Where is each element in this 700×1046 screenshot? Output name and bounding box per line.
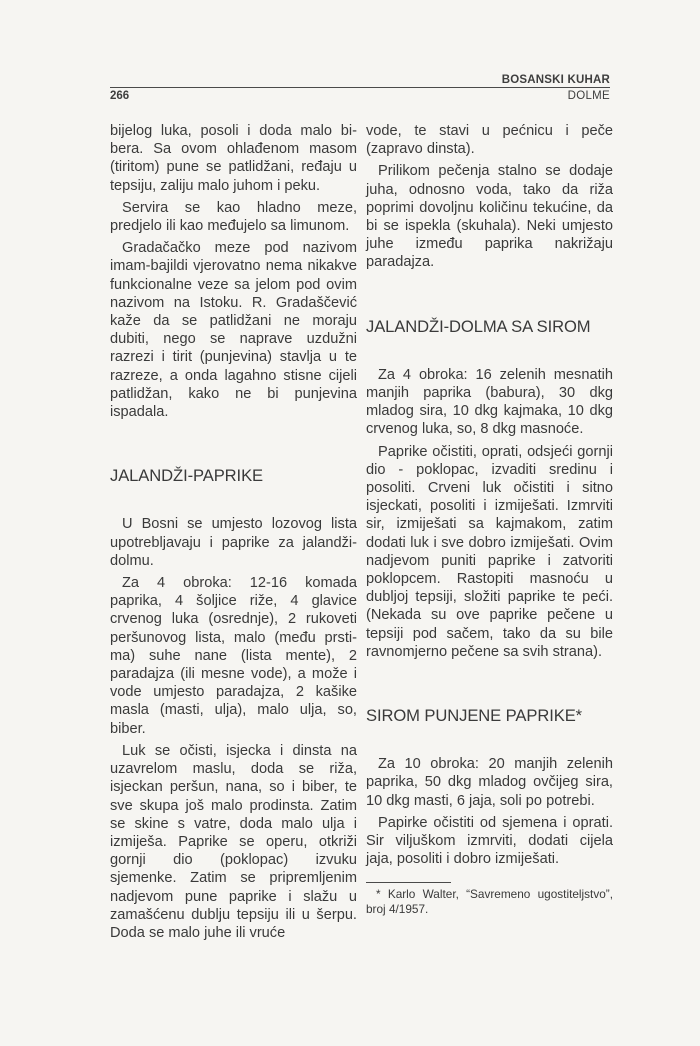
ingredients-paragraph: Za 10 obroka: 20 manjih zelenih paprika, 50 dkg mladog ovčijeg sira, 10 dkg masti, 6 jaja, soli po potrebi. bbox=[366, 756, 613, 809]
page-header bbox=[110, 74, 610, 104]
paragraph: Gradačačko meze pod nazivom imam-bajildi vjerovatno nema nikakve funkcionalne veze sa jelom pod ovim nazivom na Istoku. R. Gradaščević kaže da se patlidžani ne moraju dubiti, nego se naprave uzdužni razrezi i tirit (punjevina) stavlja u te razreze, a onda lagahno stisne cijeli patlidžan, kako ne bi punjevina ispadala. bbox=[110, 240, 357, 421]
left-column bbox=[110, 122, 357, 946]
footnote: * Karlo Walter, “Savremeno ugostiteljstvo”, broj 4/1957. bbox=[366, 886, 613, 916]
paragraph: Prilikom pečenja stalno se dodaje juha, odnosno voda, tako da riža poprimi dovoljnu količinu tekućine, da bi se ispekla (skuhala). Neki umjesto juhe između paprika nakrižaju paradajza. bbox=[366, 163, 613, 271]
recipe-heading-sirom-punjene-paprike: SIROM PUNJENE PAPRIKE* bbox=[366, 706, 583, 726]
running-head-book-title: BOSANSKI KUHAR bbox=[501, 74, 610, 86]
footnote-rule bbox=[366, 882, 451, 883]
spacer bbox=[110, 485, 357, 515]
ingredients-paragraph: Za 4 obroka: 12-16 komada paprika, 4 šoljice riže, 4 glavice crvenog luka (osrednje), 2 rukoveti peršunovog lista, malo (među prstima) suhe nane (lista mente), 2 paradajza (ili mesne vode), a može i vode umjesto paradajza, 2 kašike masla (masti, ulja), malo ulja, so, biber. bbox=[110, 575, 357, 737]
paragraph: Paprike očistiti, oprati, odsjeći gornji dio - poklopac, izvaditi sredinu i posoliti. Crveni luk očistiti i sitno isjeckati, posoliti i izmiješati. Izmrviti sir, izmiješati sa kajmakom, zatim dodati luk i sve dobro izmiješati. Ovim nadjevom puniti paprike i zatvoriti poklopcem. Rastopiti masnoću u dubljoj tepsiji, složiti paprike te peći. (Nekada su ove paprike pečene u tepsiji pod sačem, tako da su bile ravnomjerno pečene sa svih strana). bbox=[366, 443, 613, 660]
ingredients-paragraph: Za 4 obroka: 16 zelenih mesnatih manjih paprika (babura), 30 dkg mladog sira, 10 dkg kajmaka, 10 dkg crvenog luka, so, 8 dkg masnoće. bbox=[366, 366, 613, 438]
page-number: 266 bbox=[110, 90, 130, 102]
header-rule bbox=[110, 87, 610, 88]
paragraph: Servira se kao hladno meze, predjelo ili kao međujelo sa limunom. bbox=[110, 199, 357, 235]
paragraph: vode, te stavi u pećnicu i peče (zapravo dinsta). bbox=[366, 123, 613, 158]
spacer bbox=[366, 725, 613, 755]
recipe-heading-jalandzi-paprike: JALANDŽI-PAPRIKE bbox=[110, 466, 264, 486]
paragraph: Papirke očistiti od sjemena i oprati. Sir viljuškom izmrviti, dodati cijela jaja, posoliti i dobro izmiješati. bbox=[366, 814, 613, 868]
right-column bbox=[366, 122, 613, 917]
spacer bbox=[366, 665, 613, 707]
paragraph: Luk se očisti, isjecka i dinsta na uzavrelom maslu, doda se riža, isjeckan peršun, nana, so i biber, te sve skupa još malo prodinsta. Zatim se skine s vatre, doda malo ulja i izmiješa. Paprike se operu, otkriži gornji dio (poklopac) izvuku sjemenke. Zatim se pripremljenim nadjevom pune paprike i slažu u zamašćenu dublju tepsiju ili u šerpu. Doda se malo juhe ili vruće bbox=[110, 742, 357, 941]
spacer bbox=[366, 336, 613, 366]
recipe-heading-jalandzi-dolma-sa-sirom: JALANDŽI-DOLMA SA SIROM bbox=[366, 316, 591, 336]
spacer bbox=[366, 276, 613, 318]
paragraph: bijelog luka, posoli i doda malo bibera. Sa ovom ohlađenom masom (tiritom) pune se patlidžani, ređaju u tepsiju, zaliju malo juhom i peku. bbox=[110, 123, 357, 194]
paragraph: U Bosni se umjesto lozovog lista upotrebljavaju i paprike za jalandži-dolmu. bbox=[110, 516, 357, 569]
running-head-section: DOLME bbox=[567, 90, 610, 102]
spacer bbox=[110, 425, 357, 467]
